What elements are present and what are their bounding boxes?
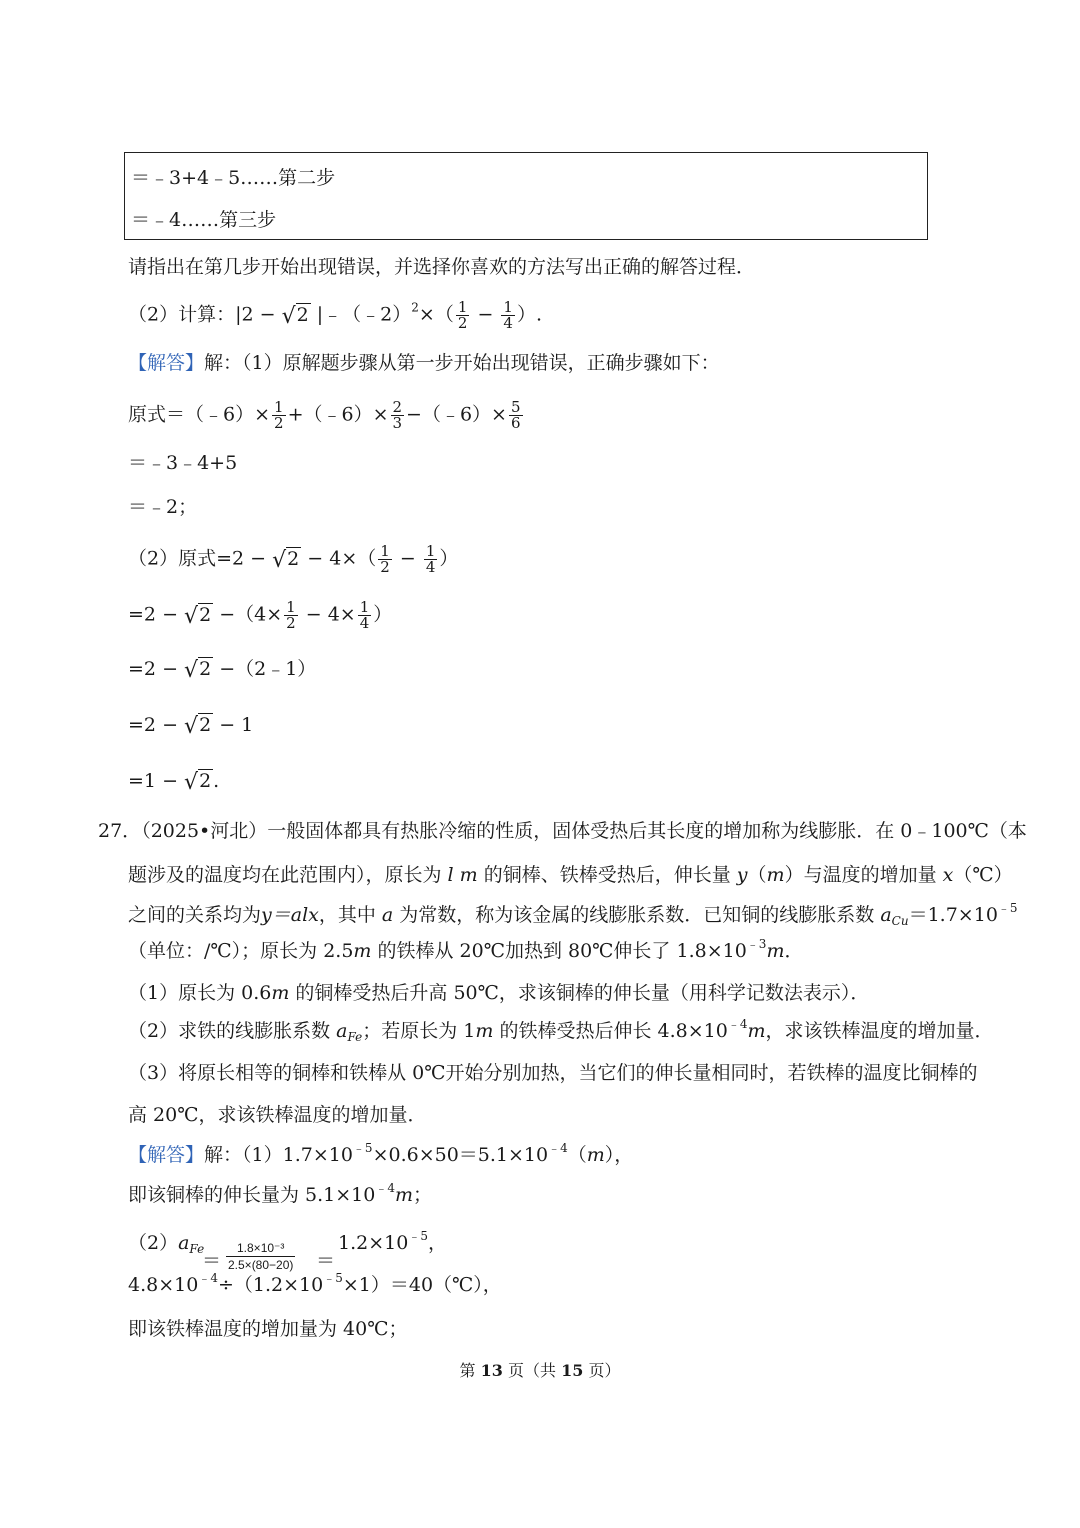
answer26-part2-line5 [128,768,219,794]
t4-a: =2 [128,714,157,736]
formula-y-alx: y＝alx [261,904,319,926]
unit-m: m [586,1144,605,1166]
answer26-step1 [128,400,525,431]
exponent: ﹣3 [746,937,767,951]
fraction-five-sixths: $\frac{5}{6}$ [510,398,521,432]
t4-b: − 1 [219,714,254,736]
unit-m: m [475,1020,494,1042]
var-a: a [381,904,394,926]
t2-a: =2 [128,603,157,626]
b2-b: ÷（1.2×10 [217,1274,324,1296]
exponent: 2 [411,300,419,315]
q27-p2-d: ，求该铁棒温度的增加量． [765,1020,994,1042]
sqrt-2: √2 [184,770,212,795]
equals-sign-1: ＝ [202,1250,222,1272]
q27-l1-text: （2025•河北）一般固体都具有热胀冷缩的性质，固体受热后其长度的增加称为线膨胀．在 0﹣100℃（本 [141,820,1027,842]
a1-a: 解：（1）1.7×10 [204,1144,353,1166]
t2-b: −（4× [219,603,283,626]
q27-p2-a: （2）求铁的线膨胀系数 [128,1020,337,1042]
q27-line4 [128,938,803,964]
answer26-intro-text: 解：（1）原解题步骤从第一步开始出现错误，正确步骤如下： [204,352,720,374]
q26-part2-prefix: （2）计算：|2 [128,303,254,326]
box-line-step3: ＝﹣4……第三步 [131,209,277,231]
a1-d: ）， [604,1144,634,1166]
q26-part2-mid: |﹣（﹣2） [316,303,412,326]
q27-l3-a: 之间的关系均为 [128,904,262,926]
q27-line2 [128,862,1013,888]
subscript-fe: Fe [189,1242,205,1256]
iron-coefficient-fraction [226,1240,295,1273]
answer26-part2-line4 [128,712,253,738]
q27-p1-a: （1）原长为 0.6 [128,982,272,1004]
t1-sqrt-minus: − [250,547,267,570]
step1-b: +（﹣6）× [287,403,389,426]
fraction-one-half: $\frac{1}{2}$ [286,598,296,632]
q27-l3-d: ＝1.7×10 [908,904,998,926]
unit-m: m [395,1184,414,1206]
q27-part3-line2: 高 20℃，求该铁棒温度的增加量． [128,1104,427,1126]
fraction-one-half: $\frac{1}{2}$ [380,542,390,576]
var-a-fe: a [178,1232,190,1254]
unit-m: m [766,940,785,962]
q27-l3-b: ，其中 [318,904,382,926]
a1-b: ×0.6×50＝5.1×10 [372,1144,549,1166]
page-number: 13 [480,1361,503,1380]
question-number: 27． [98,820,142,842]
q26-part2-minus: − [477,303,494,326]
unit-m: m [453,864,478,886]
t5-b: . [213,770,220,792]
exponent: ﹣4 [198,1271,218,1285]
t1-a: （2）原式=2 [128,547,245,570]
t2-d: ） [373,603,393,626]
answer26-part2-line1 [128,544,458,575]
exponent: ﹣5 [352,1141,373,1155]
t2-sqrt-minus: − [162,603,178,626]
q27-p2-b: ；若原长为 1 [362,1020,476,1042]
exponent: ﹣4 [548,1141,568,1155]
fraction-numerator: 1.8×10⁻³ [226,1240,295,1257]
t4-sqrt-minus: − [162,714,178,736]
sqrt-2: √2 [184,603,212,629]
q27-part1 [128,980,869,1006]
b1-a: （2） [128,1232,179,1254]
footer-mid: 页（共 [502,1361,562,1380]
fraction-one-half: $\frac{1}{2}$ [274,398,284,432]
q26-instruction: 请指出在第几步开始出现错误，并选择你喜欢的方法写出正确的解答过程． [128,256,756,278]
footer-prefix: 第 [459,1361,481,1380]
fraction-one-quarter: $\frac{1}{4}$ [359,598,370,632]
q26-part2-sqrt-minus: − [259,303,276,326]
b2-a: 4.8×10 [128,1274,199,1296]
answer27-line2 [128,1182,432,1208]
t3-b: −（2﹣1） [219,658,317,680]
q27-part2 [128,1018,994,1044]
fraction-one-quarter: $\frac{1}{4}$ [503,298,513,332]
equals-sign-2: ＝ [316,1250,336,1272]
answer26-step3: ＝﹣2； [128,496,198,518]
q26-part2-end: ）. [516,303,542,326]
exponent: ﹣5 [997,901,1018,915]
q26-part2 [128,300,542,331]
q27-l4-end: ． [784,940,804,962]
q27-l4-b: 的铁棒从 20℃加热到 80℃伸长了 1.8×10 [371,940,747,962]
answer27-part2-result [338,1230,447,1256]
step1-a: 原式＝（﹣6）× [128,403,271,426]
sqrt-2: √2 [272,547,300,573]
exponent: ﹣5 [408,1229,428,1243]
t1-d: ） [439,547,459,570]
t1-c: − [399,547,416,570]
unit-m: m [353,940,372,962]
page-total: 15 [561,1361,584,1380]
exponent: ﹣4 [727,1017,748,1031]
q27-line3 [128,902,1018,928]
sqrt-2: √2 [281,303,309,329]
a2-a: 即该铜棒的伸长量为 5.1×10 [128,1184,376,1206]
t5-sqrt-minus: − [162,770,178,792]
unit-m: m [271,982,290,1004]
q27-l2-b: 的铜棒、铁棒受热后，伸长量 [477,864,737,886]
fraction-two-thirds: $\frac{2}{3}$ [392,398,403,432]
page-footer [0,1358,1080,1381]
exponent: ﹣4 [375,1181,395,1195]
answer27-part2-line2 [128,1272,502,1298]
b1-end: ， [427,1232,447,1254]
answer27-part2-line3: 即该铁棒温度的增加量为 40℃； [128,1318,408,1340]
answer27-part2-head [128,1230,204,1256]
t3-sqrt-minus: − [162,658,178,680]
q27-l2-d: ）与温度的增加量 [784,864,943,886]
q27-l2-a: 题涉及的温度均在此范围内），原长为 [128,864,448,886]
answer-tag: 【解答】 [128,352,205,374]
answer26-part2-line3 [128,656,316,682]
q27-part3-line1: （3）将原长相等的铜棒和铁棒从 0℃开始分别加热，当它们的伸长量相同时，若铁棒的温度比铜棒的 [128,1062,978,1084]
q26-part2-times: ×（ [418,303,454,326]
var-a-cu: a [880,904,892,926]
previous-solution-box [124,152,928,240]
answer26-step2: ＝﹣3﹣4+5 [128,452,238,474]
answer26-part2-line2 [128,600,392,631]
q27-l2-e: （℃） [953,864,1013,886]
exponent: ﹣5 [323,1271,343,1285]
sqrt-2: √2 [184,714,212,739]
unit-m: m [766,864,785,886]
answer-tag: 【解答】 [128,1144,205,1166]
box-line-step2: ＝﹣3+4﹣5……第二步 [131,167,336,189]
subscript-cu: Cu [891,914,909,928]
answer26-intro [128,350,720,376]
fraction-one-half: $\frac{1}{2}$ [457,298,468,332]
q27-p2-c: 的铁棒受热后伸长 4.8×10 [493,1020,728,1042]
b2-c: ×1）＝40（℃）， [342,1274,502,1296]
q27-line1 [98,818,1027,844]
a2-end: ； [413,1184,433,1206]
q27-l4-a: （单位：/℃）；原长为 2.5 [128,940,354,962]
q27-p1-b: 的铜棒受热后升高 50℃，求该铜棒的伸长量（用科学记数法表示）． [289,982,870,1004]
b1-val: 1.2×10 [338,1232,409,1254]
answer27-line1 [128,1142,633,1168]
var-l: l [447,864,454,886]
fraction-denominator: 2.5×(80−20) [228,1258,294,1272]
var-y: y [736,864,748,886]
var-x: x [942,864,954,886]
t2-c: − 4× [305,603,356,626]
fraction-one-quarter: $\frac{1}{4}$ [425,542,436,576]
a1-c: （ [567,1144,587,1166]
t5-a: =1 [128,770,157,792]
t3-a: =2 [128,658,157,680]
q27-l3-c: 为常数，称为该金属的线膨胀系数．已知铜的线膨胀系数 [393,904,881,926]
t1-b: − 4×（ [307,547,377,570]
unit-m: m [747,1020,766,1042]
q27-l2-c: （ [747,864,767,886]
footer-suffix: 页） [583,1361,621,1380]
sqrt-2: √2 [184,658,212,683]
var-a-fe: a [336,1020,348,1042]
step1-c: −（﹣6）× [406,403,507,426]
subscript-fe: Fe [347,1030,363,1044]
